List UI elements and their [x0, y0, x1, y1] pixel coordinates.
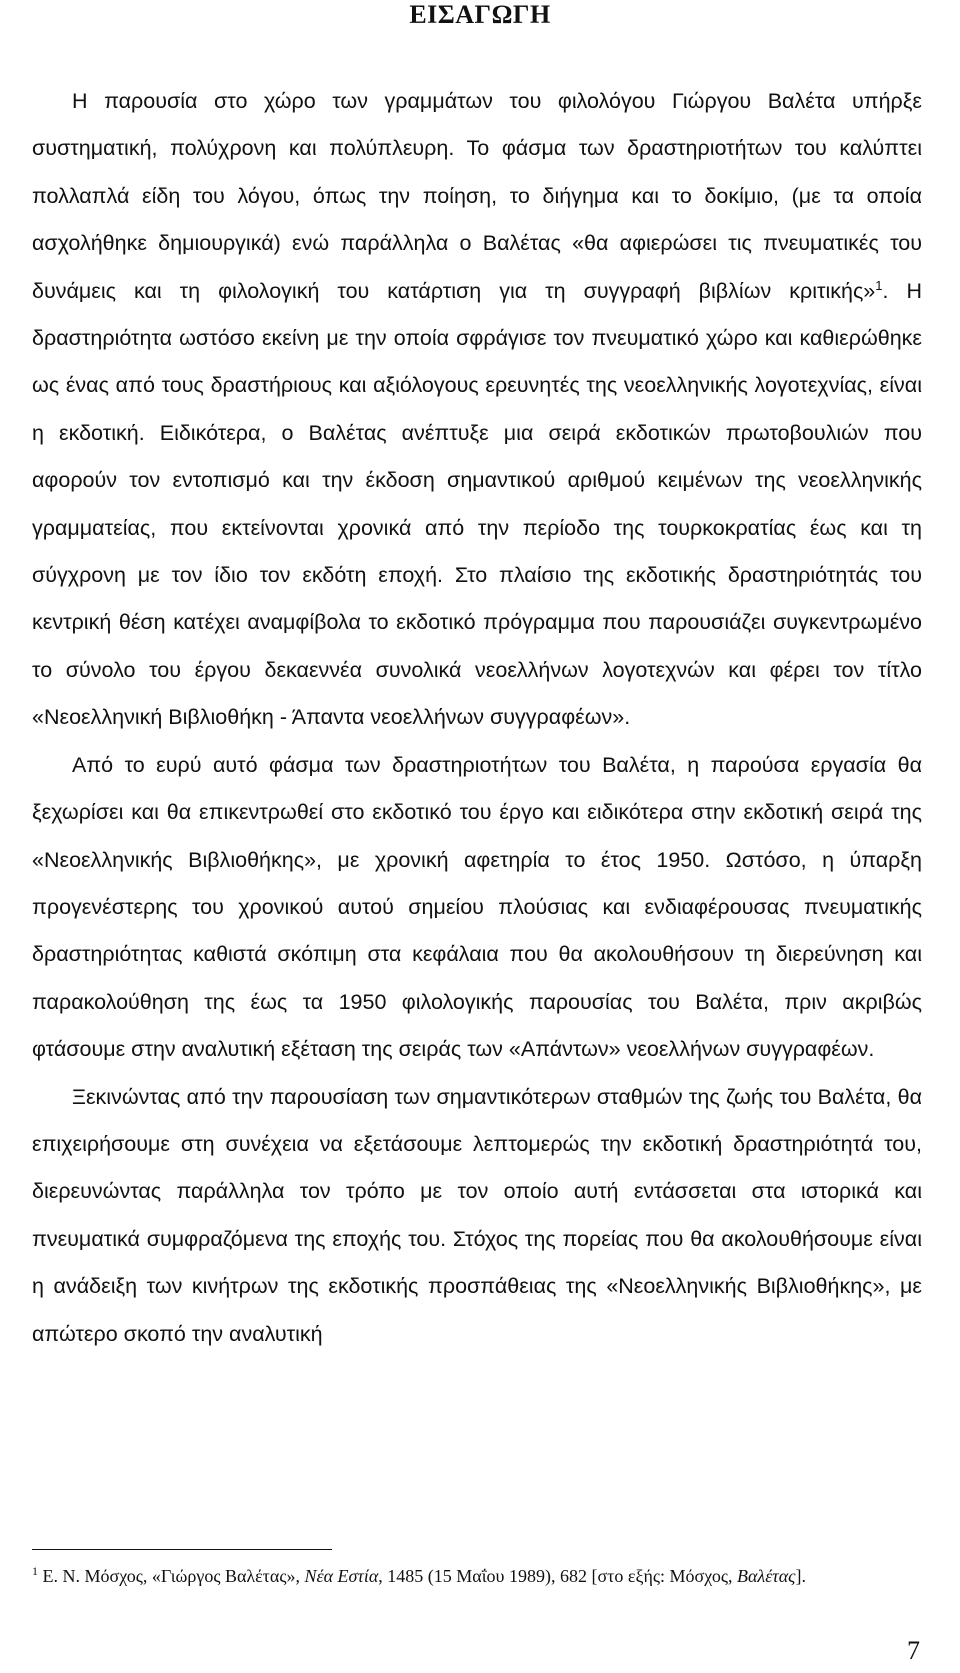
footnote-closing: ]. — [795, 1566, 806, 1586]
footnote-short-title: Βαλέτας — [736, 1566, 796, 1586]
body-text — [32, 78, 922, 1358]
footnote — [32, 1563, 922, 1590]
paragraph-1-continuation: . Η δραστηριότητα ωστόσο εκείνη με την οποία σφράγισε τον πνευματικό χώρο και καθιερώθηκε ως ένας από τους δραστήριους και αξιόλογους ερευνητές της νεοελληνικής λογοτεχνίας, είναι η εκδοτική. Ειδικότερα, ο Βαλέτας ανέπτυξε μια σειρά εκδοτικών πρωτοβουλιών που αφορούν τον εντοπισμό και την έκδοση σημαντικού αριθμού κειμένων της νεοελληνικής γραμματείας, που εκτείνονται χρονικά από την περίοδο της τουρκοκρατίας έως και τη σύγχρονη με τον ίδιο τον εκδότη εποχή. Στο πλαίσιο της εκδοτικής δραστηριότητάς του κεντρική θέση κατέχει αναμφίβολα το εκδοτικό πρόγραμμα που παρουσιάζει συγκεντρωμένο το σύνολο του έργου δεκαεννέα συνολικά νεοελλήνων λογοτεχνών και φέρει τον τίτλο «Νεοελληνική Βιβλιοθήκη - Άπαντα νεοελλήνων συγγραφέων». — [32, 278, 922, 730]
footnote-details: , 1485 (15 Μαΐου 1989), 682 [στο εξής: Μόσχος, — [378, 1566, 737, 1586]
footnote-number: 1 — [32, 1564, 38, 1578]
paragraph-1-text: Η παρουσία στο χώρο των γραμμάτων του φιλολόγου Γιώργου Βαλέτα υπήρξε συστηματική, πολύχρονη και πολύπλευρη. Το φάσμα των δραστηριοτήτων του καλύπτει πολλαπλά είδη του λόγου, όπως την ποίηση, το διήγημα και το δοκίμιο, (με τα οποία ασχολήθηκε δημιουργικά) ενώ παράλληλα ο Βαλέτας «θα αφιερώσει τις πνευματικές του δυνάμεις και τη φιλολογική του κατάρτιση για τη συγγραφή βιβλίων κριτικής» — [32, 89, 922, 303]
footnote-reference[interactable]: 1 — [875, 277, 883, 293]
footnote-journal: Νέα Εστία — [304, 1566, 379, 1586]
footnote-author: Ε. Ν. Μόσχος, «Γιώργος Βαλέτας», — [38, 1566, 305, 1586]
footnote-separator — [32, 1549, 332, 1550]
page-number: 7 — [907, 1636, 920, 1665]
page-title: ΕΙΣΑΓΩΓΗ — [409, 0, 551, 29]
paragraph-1 — [32, 78, 922, 742]
paragraph-3: Ξεκινώντας από την παρουσίαση των σημαντικότερων σταθμών της ζωής του Βαλέτα, θα επιχειρήσουμε στη συνέχεια να εξετάσουμε λεπτομερώς την εκδοτική δραστηριότητά του, διερευνώντας παράλληλα τον τρόπο με τον οποίο αυτή εντάσσεται στα ιστορικά και πνευματικά συμφραζόμενα της εποχής του. Στόχος της πορείας που θα ακολουθήσουμε είναι η ανάδειξη των κινήτρων της εκδοτικής προσπάθειας της «Νεοελληνικής Βιβλιοθήκης», με απώτερο σκοπό την αναλυτική — [32, 1084, 922, 1346]
paragraph-2: Από το ευρύ αυτό φάσμα των δραστηριοτήτων του Βαλέτα, η παρούσα εργασία θα ξεχωρίσει και θα επικεντρωθεί στο εκδοτικό του έργο και ειδικότερα στην εκδοτική σειρά της «Νεοελληνικής Βιβλιοθήκης», με χρονική αφετηρία το έτος 1950. Ωστόσο, η ύπαρξη προγενέστερης του χρονικού αυτού σημείου πλούσιας και ενδιαφέρουσας πνευματικής δραστηριότητας καθιστά σκόπιμη στα κεφάλαια που θα ακολουθήσουν τη διερεύνηση και παρακολούθηση της έως τα 1950 φιλολογικής παρουσίας του Βαλέτα, πριν ακριβώς φτάσουμε στην αναλυτική εξέταση της σειράς των «Απάντων» νεοελλήνων συγγραφέων. — [32, 752, 922, 1062]
